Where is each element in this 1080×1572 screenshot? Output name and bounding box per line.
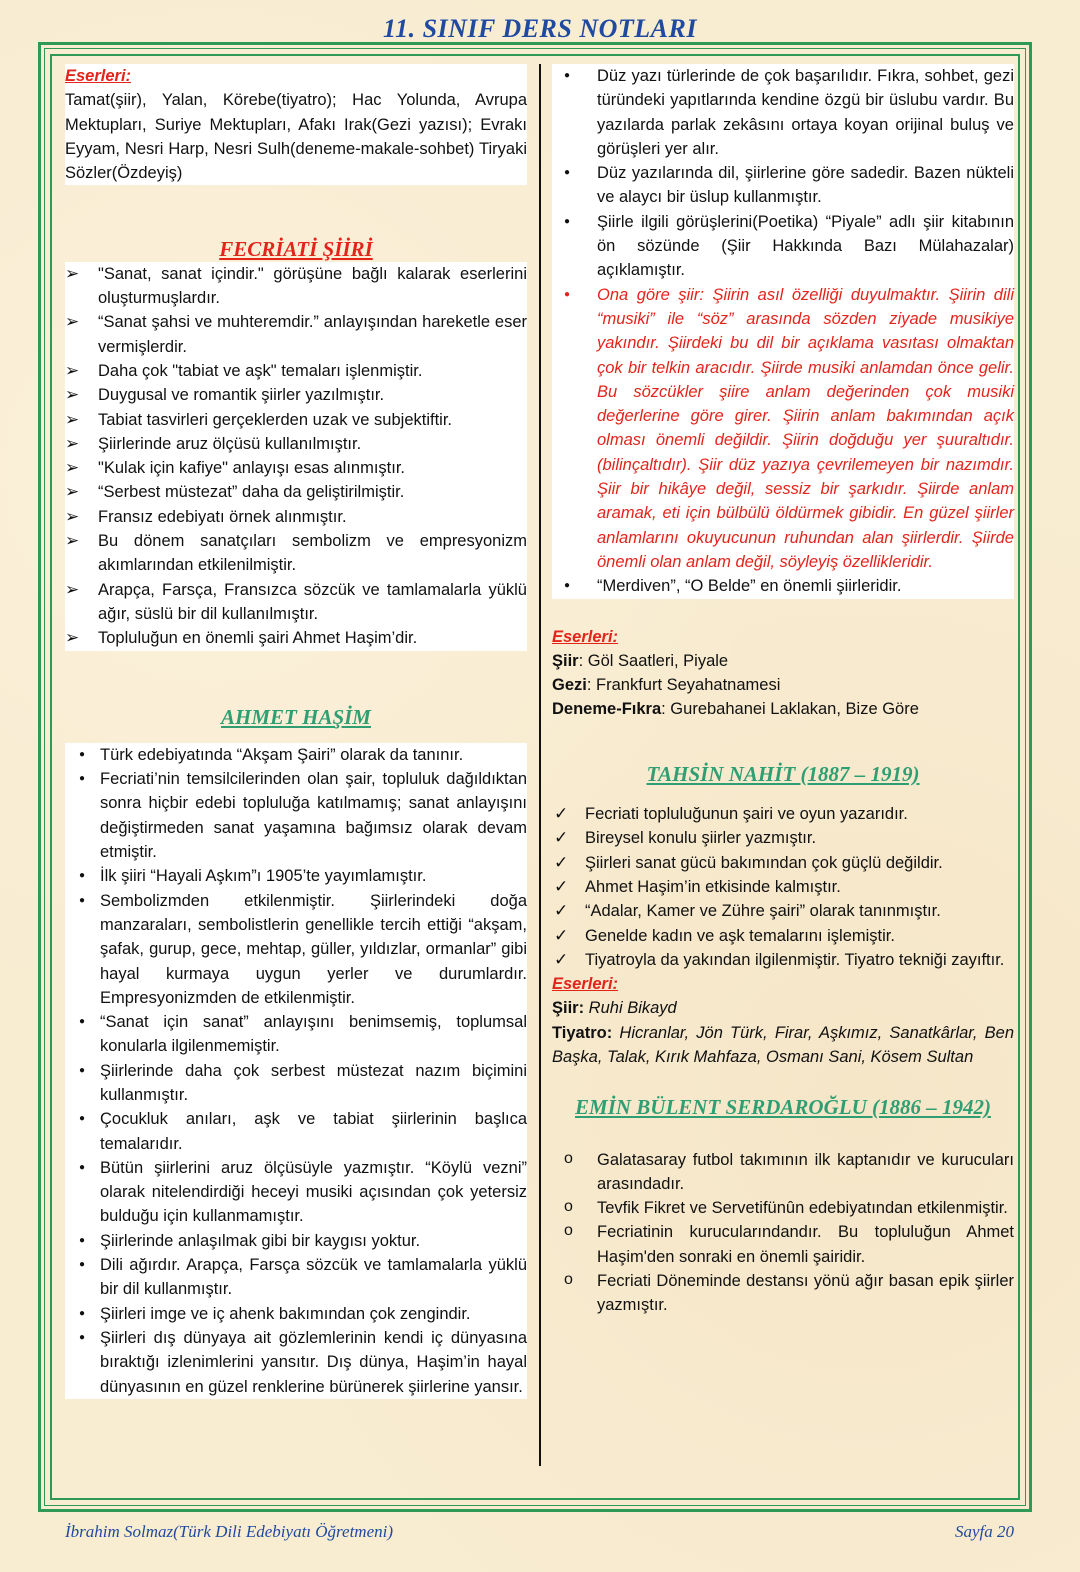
tahsin-nahit-item: ✓ Fecriati topluluğunun şairi ve oyun yazarıdır. bbox=[552, 802, 1014, 826]
fecriati-item: ➢ Topluluğun en önemli şairi Ahmet Haşim’dir. bbox=[65, 626, 527, 650]
emin-bulent-title: EMİN BÜLENT SERDAROĞLU (1886 – 1942) bbox=[575, 1095, 991, 1120]
eserler-titles: : Frankfurt Seyahatnamesi bbox=[586, 676, 781, 695]
ahmet-hasim-item: ● Şiirlerinde anlaşılmak gibi bir kaygısı yoktur. bbox=[65, 1229, 527, 1253]
poetika-list bbox=[552, 283, 1014, 575]
fecriati-item: ➢ Daha çok "tabiat ve aşk" temaları işlenmiştir. bbox=[65, 359, 527, 383]
ahmet-hasim-item: ● “Sanat için sanat” anlayışını benimsemiş, toplumsal konularla ilgilenmemiştir. bbox=[65, 1010, 527, 1059]
merdiven-list bbox=[552, 574, 1014, 598]
tahsin-nahit-item: ✓ Genelde kadın ve aşk temalarını işlemiştir. bbox=[552, 924, 1014, 948]
footer-page-number: Sayfa 20 bbox=[954, 1522, 1014, 1541]
hasim-eserler-row bbox=[552, 649, 1014, 673]
footer-author: İbrahim Solmaz(Türk Dili Edebiyatı Öğretmeni) bbox=[65, 1522, 393, 1541]
eserler-block bbox=[65, 64, 527, 185]
ahmet-hasim-item: ● Şiirlerinde daha çok serbest müstezat nazım biçimini kullanmıştır. bbox=[65, 1059, 527, 1108]
ahmet-hasim-continued-list bbox=[552, 64, 1014, 283]
fecriati-item: ➢ Arapça, Farsça, Fransızca sözcük ve tamlamalarla yüklü ağır, süslü bir dil kullanılmıştır. bbox=[65, 578, 527, 627]
merdiven-item: ● “Merdiven”, “O Belde” en önemli şiirleridir. bbox=[552, 574, 1014, 598]
tahsin-tiyatro-key: Tiyatro: bbox=[552, 1023, 613, 1042]
fecriati-item: ➢ Bu dönem sanatçıları sembolizm ve empresyonizm akımlarından etkilenilmiştir. bbox=[65, 529, 527, 578]
eserler-label: Eserleri: bbox=[65, 67, 132, 85]
ahmet-hasim-item: ● İlk şiiri “Hayali Aşkım”ı 1905’te yayımlamıştır. bbox=[65, 864, 527, 888]
column-divider bbox=[539, 64, 541, 1466]
fecriati-item: ➢ "Sanat, sanat içindir." görüşüne bağlı kalarak eserlerini oluşturmuşlardır. bbox=[65, 262, 527, 311]
tahsin-eserler-block bbox=[552, 972, 1014, 1069]
fecriati-item: ➢ Duygusal ve romantik şiirler yazılmıştır. bbox=[65, 383, 527, 407]
ahmet-hasim-item: ● Fecriati’nin temsilcilerinden olan şair, topluluk dağıldıktan sonra hiçbir edebi topluluğa katılmamış; sanat anlayışını değiştirmeden sanat yaşamına bağımsız olarak devam etmiştir. bbox=[65, 767, 527, 864]
left-column bbox=[65, 64, 527, 1399]
fecriati-item: ➢ Tabiat tasvirleri gerçeklerden uzak ve subjektiftir. bbox=[65, 408, 527, 432]
hasim-eserler-row bbox=[552, 673, 1014, 697]
tahsin-tiyatro-line bbox=[552, 1021, 1014, 1070]
eserler-titles: : Göl Saatleri, Piyale bbox=[578, 651, 729, 670]
fecriati-item: ➢ "Kulak için kafiye" anlayışı esas alınmıştır. bbox=[65, 456, 527, 480]
ahmet-hasim-item: ● Şiirleri dış dünyaya ait gözlemlerinin kendi iç dünyasına bıraktığı izlenimlerini yansıtır. Dış dünya, Haşim’in hayal dünyasının en güzel renklerine bürünerek şiirlerine yansır. bbox=[65, 1326, 527, 1399]
emin-bulent-item: o Tevfik Fikret ve Servetifünûn edebiyatından etkilenmiştir. bbox=[552, 1196, 1014, 1220]
ahmet-hasim-item: ● Şiirleri imge ve iç ahenk bakımından çok zengindir. bbox=[65, 1302, 527, 1326]
poetika-item: ● Ona göre şiir: Şiirin asıl özelliği duyulmaktır. Şiirin dili “musiki” ile “söz” arasında sözden ziyade musikiye yakındır. Şiirdeki bu dil bir açıklama vasıtası olmaktan çok bir telkin aracıdır. Şiirde musiki anlamdan önce gelir. Bu sözcükler şiire anlam değerinden çok musiki değerlerine göre girer. Şiirin anlam bakımından açık olması önemli değildir. Şiirin doğduğu yer şuuraltıdır. (bilinçaltıdır). Şiir düz yazıya çevrilemeyen bir nazımdır. Şiir bir hikâye değil, sessiz bir şarkıdır. Şiirde anlam aramak, eti için bülbülü öldürmek gibidir. En güzel şiirler anlamlarını okuyucunun ruhundan alan şiirlerdir. Şiirde önemli olan anlam değil, söyleyiş özellikleridir. bbox=[552, 283, 1014, 575]
tahsin-nahit-item: ✓ Bireysel konulu şiirler yazmıştır. bbox=[552, 826, 1014, 850]
tahsin-siir-line bbox=[552, 996, 1014, 1020]
emin-bulent-item: o Fecriati Döneminde destansı yönü ağır basan epik şiirler yazmıştır. bbox=[552, 1269, 1014, 1318]
hasim-eserler-list bbox=[552, 649, 1014, 722]
fecriati-item: ➢ Şiirlerinde aruz ölçüsü kullanılmıştır. bbox=[65, 432, 527, 456]
tahsin-nahit-title: TAHSİN NAHİT (1887 – 1919) bbox=[646, 761, 920, 786]
fecriati-item: ➢ Fransız edebiyatı örnek alınmıştır. bbox=[65, 505, 527, 529]
hasim-eserler-block bbox=[552, 625, 1014, 722]
fecriati-item: ➢ “Sanat şahsi ve muhteremdir.” anlayışından hareketle eser vermişlerdir. bbox=[65, 310, 527, 359]
eserler-genre: Gezi bbox=[552, 676, 587, 695]
right-column bbox=[552, 64, 1014, 1318]
emin-bulent-list bbox=[552, 1148, 1014, 1318]
emin-bulent-item: o Fecriatinin kurucularındandır. Bu topluluğun Ahmet Haşim'den sonraki en önemli şairidir. bbox=[552, 1220, 1014, 1269]
emin-bulent-item: o Galatasaray futbol takımının ilk kaptanıdır ve kurucuları arasındadır. bbox=[552, 1148, 1014, 1197]
ahmet-hasim-item: ● Sembolizmden etkilenmiştir. Şiirlerindeki doğa manzaraları, sembolistlerin genellikle tercih ettiği “akşam, şafak, gurup, gece, mehtap, güller, yıldızlar, ormanlar” gibi hayal kurmaya uygun yerler ve durumlardır. Empresyonizmden de etkilenmiştir. bbox=[65, 889, 527, 1010]
tahsin-nahit-item: ✓ Tiyatroyla da yakından ilgilenmiştir. Tiyatro tekniği zayıftır. bbox=[552, 948, 1014, 972]
eserler-titles: : Gurebahanei Laklakan, Bize Göre bbox=[661, 700, 919, 719]
eserler-genre: Şiir bbox=[552, 651, 579, 670]
tahsin-tiyatro-value: Hicranlar, Jön Türk, Firar, Aşkımız, Sanatkârlar, Ben Başka, Talak, Kırık Mahfaza, Osmanı Sani, Kösem Sultan bbox=[552, 1023, 1014, 1066]
ahmet-hasim-item: ● Çocukluk anıları, aşk ve tabiat şiirlerinin başlıca temalarıdır. bbox=[65, 1107, 527, 1156]
ahmet-hasim-item: ● Şiirle ilgili görüşlerini(Poetika) “Piyale” adlı şiir kitabının ön sözünde (Şiir Hakkında Bazı Mülahazalar) açıklamıştır. bbox=[552, 210, 1014, 283]
tahsin-nahit-item: ✓ “Adalar, Kamer ve Zühre şairi” olarak tanınmıştır. bbox=[552, 899, 1014, 923]
hasim-eserler-row bbox=[552, 697, 1014, 721]
tahsin-nahit-item: ✓ Ahmet Haşim’in etkisinde kalmıştır. bbox=[552, 875, 1014, 899]
tahsin-siir-value: Ruhi Bikayd bbox=[584, 999, 677, 1018]
eserler-genre: Deneme-Fıkra bbox=[552, 700, 662, 719]
page-title: 11. SINIF DERS NOTLARI bbox=[383, 14, 697, 43]
fecriati-list bbox=[65, 262, 527, 651]
ahmet-hasim-item: ● Düz yazılarında dil, şiirlerine göre sadedir. Bazen nükteli ve alaycı bir üslup kullanmıştır. bbox=[552, 161, 1014, 210]
fecriati-item: ➢ “Serbest müstezat” daha da geliştirilmiştir. bbox=[65, 480, 527, 504]
ahmet-hasim-list bbox=[65, 743, 527, 1399]
ahmet-hasim-item: ● Düz yazı türlerinde de çok başarılıdır. Fıkra, sohbet, gezi türündeki yapıtlarında kendine özgü bir üslubu vardır. Bu yazılarda parlak zekâsını ortaya koyan orijinal buluş ve görüşleri yer alır. bbox=[552, 64, 1014, 161]
tahsin-nahit-list bbox=[552, 802, 1014, 972]
tahsin-eserler-label: Eserleri: bbox=[552, 975, 619, 994]
ahmet-hasim-item: ● Dili ağırdır. Arapça, Farsça sözcük ve tamlamalarla yüklü bir dil kullanmıştır. bbox=[65, 1253, 527, 1302]
ahmet-hasim-item: ● Bütün şiirlerini aruz ölçüsüyle yazmıştır. “Köylü vezni” olarak nitelendirdiği heceyi musiki açısından çok yetersiz bulduğu için kullanmamıştır. bbox=[65, 1156, 527, 1229]
fecriati-title: FECRİATİ ŞİİRİ bbox=[219, 237, 373, 262]
tahsin-siir-key: Şiir: bbox=[552, 999, 585, 1018]
eserler-text: Tamat(şiir), Yalan, Körebe(tiyatro); Hac Yolunda, Avrupa Mektupları, Suriye Mektupları, Afakı Irak(Gezi yazısı); Evrakı Eyyam, Nesri Harp, Nesri Sulh(deneme-makale-sohbet) Tiryaki Sözler(Özdeyiş) bbox=[65, 91, 527, 183]
tahsin-nahit-item: ✓ Şiirleri sanat gücü bakımından çok güçlü değildir. bbox=[552, 851, 1014, 875]
hasim-eserler-label: Eserleri: bbox=[552, 627, 619, 646]
ahmet-hasim-title: AHMET HAŞİM bbox=[221, 704, 371, 729]
ahmet-hasim-item: ● Türk edebiyatında “Akşam Şairi” olarak da tanınır. bbox=[65, 743, 527, 767]
